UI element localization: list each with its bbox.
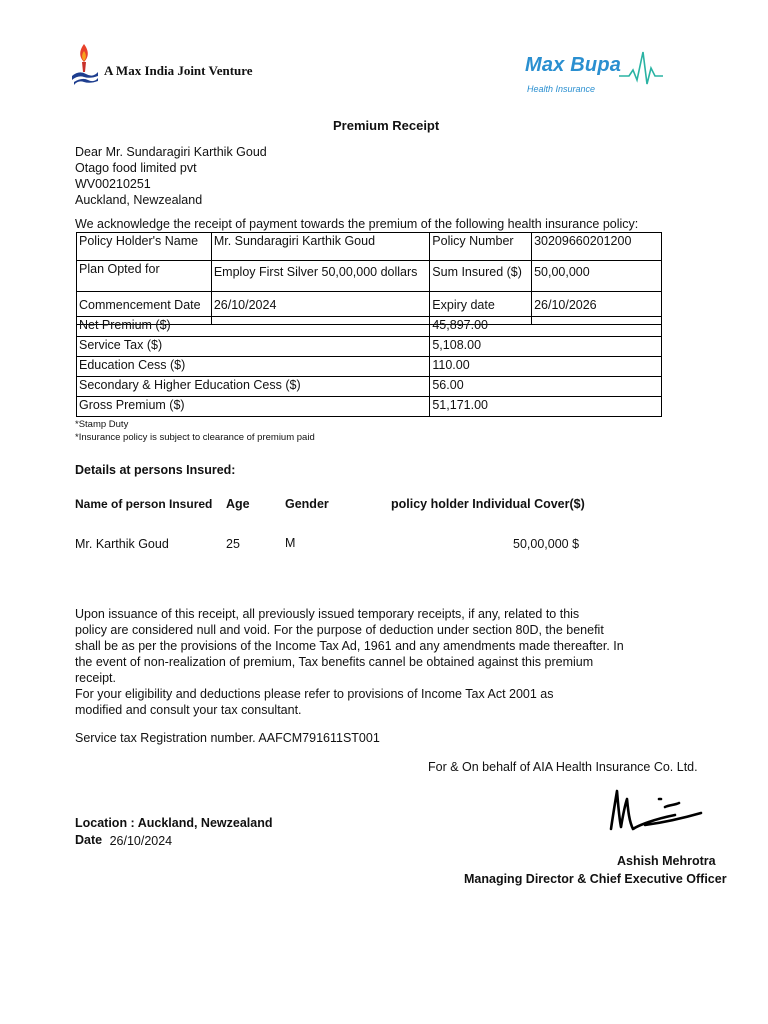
education-cess-label: Education Cess ($) (77, 357, 430, 377)
date-value: 26/10/2024 (109, 834, 173, 848)
disclaimer-paragraph (75, 606, 675, 718)
disclaimer-line: policy are considered null and void. For the purpose of deduction under section 80D, the benefit (75, 623, 604, 637)
commencement-value: 26/10/2024 (211, 292, 429, 325)
service-tax-value: 5,108.00 (430, 337, 662, 357)
flame-logo-icon (70, 42, 100, 86)
signatory-name: Ashish Mehrotra (617, 854, 716, 868)
amounts-table (76, 316, 662, 417)
insured-age: 25 (226, 537, 240, 551)
education-cess-value: 110.00 (430, 357, 662, 377)
holder-value: Mr. Sundaragiri Karthik Goud (211, 233, 429, 261)
clearance-note: *Insurance policy is subject to clearance of premium paid (75, 432, 315, 443)
max-india-logo (70, 42, 253, 86)
max-bupa-logo (525, 44, 663, 94)
policy-number-value: 30209660201200 (532, 233, 662, 261)
plan-value: Employ First Silver 50,00,000 dollars (211, 261, 429, 292)
on-behalf-text: For & On behalf of AIA Health Insurance Co. Ltd. (428, 760, 698, 774)
higher-cess-value: 56.00 (430, 377, 662, 397)
sum-insured-value: 50,00,000 (532, 261, 662, 292)
col-age-header: Age (226, 497, 250, 511)
policy-number-label: Policy Number (430, 233, 532, 261)
premium-table (76, 232, 662, 325)
table-row (77, 377, 662, 397)
col-name-header: Name of person Insured (75, 497, 213, 511)
insured-gender: M (285, 536, 296, 550)
col-cover-header: policy holder Individual Cover($) (391, 497, 585, 511)
brand-subtitle: Health Insurance (527, 84, 596, 94)
net-premium-value: 45,897.00 (430, 317, 662, 337)
gross-premium-value: 51,171.00 (430, 397, 662, 417)
service-tax-registration: Service tax Registration number. AAFCM791611ST001 (75, 731, 380, 745)
brand-name: Max Bupa (525, 53, 622, 76)
page-title: Premium Receipt (333, 118, 440, 133)
service-tax-label: Service Tax ($) (77, 337, 430, 357)
disclaimer-line: Upon issuance of this receipt, all previously issued temporary receipts, if any, related to this (75, 607, 580, 621)
expiry-label: Expiry date (430, 292, 532, 325)
stamp-note: *Stamp Duty (75, 419, 129, 430)
table-row (77, 397, 662, 417)
disclaimer-line: receipt. (75, 671, 116, 685)
table-row (77, 317, 662, 337)
heartbeat-icon (619, 50, 663, 86)
table-row (77, 337, 662, 357)
location-text: Location : Auckland, Newzealand (75, 816, 273, 830)
joint-venture-text: A Max India Joint Venture (104, 63, 253, 78)
col-gender-header: Gender (285, 497, 329, 511)
eligibility-line: modified and consult your tax consultant. (75, 703, 302, 717)
table-row (77, 261, 662, 292)
commencement-label: Commencement Date (77, 292, 212, 325)
insured-cover: 50,00,000 $ (513, 537, 580, 551)
gross-premium-label: Gross Premium ($) (77, 397, 430, 417)
date-label: Date (75, 833, 103, 847)
disclaimer-line: shall be as per the provisions of the Income Tax Ad, 1961 and any amendments made thereafter. In (75, 639, 624, 653)
customer-city: Auckland, Newzealand (75, 193, 203, 207)
signatory-title: Managing Director & Chief Executive Officer (464, 872, 727, 886)
table-row (77, 233, 662, 261)
expiry-value: 26/10/2026 (532, 292, 662, 325)
customer-code: WV00210251 (75, 177, 151, 191)
net-premium-label: Net Premium ($) (77, 317, 430, 337)
plan-label: Plan Opted for (77, 261, 212, 292)
insured-name: Mr. Karthik Goud (75, 537, 169, 551)
disclaimer-line: the event of non-realization of premium, Tax benefits cannel be obtained against this premium (75, 655, 594, 669)
salutation: Dear Mr. Sundaragiri Karthik Goud (75, 145, 267, 159)
sum-insured-label: Sum Insured ($) (430, 261, 532, 292)
holder-label: Policy Holder's Name (77, 233, 212, 261)
signature-image (605, 785, 705, 843)
address-block (75, 144, 267, 208)
persons-heading: Details at persons Insured: (75, 463, 236, 477)
eligibility-line: For your eligibility and deductions please refer to provisions of Income Tax Act 2001 as (75, 687, 554, 701)
company-name: Otago food limited pvt (75, 161, 197, 175)
acknowledge-text: We acknowledge the receipt of payment towards the premium of the following health insurance policy: (75, 217, 639, 231)
higher-cess-label: Secondary & Higher Education Cess ($) (77, 377, 430, 397)
date-row (75, 833, 172, 847)
table-row (77, 357, 662, 377)
